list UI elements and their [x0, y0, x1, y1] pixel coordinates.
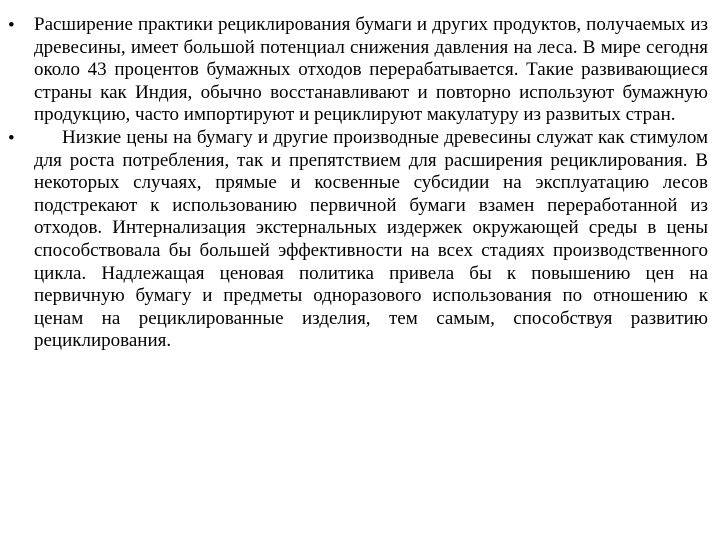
- bullet-marker: •: [8, 15, 15, 36]
- bullet-marker: •: [8, 127, 15, 149]
- bullet-text: Расширение практики рециклирования бумаги и других продуктов, получаемых из древесины, имеет большой потенциал снижения давления на леса. В мире сегодня около 43 процентов бумажных отходов перерабатывается. Такие развивающиеся страны как Индия, обычно восстанавливают и повторно используют бумажную продукцию, часто импортируют и рециклируют макулатуру из развитых стран.: [34, 14, 708, 126]
- bullet-item-paper-prices: [8, 127, 708, 353]
- bullet-list: [8, 14, 708, 353]
- bullet-item-recycling-potential: [8, 14, 708, 127]
- bullet-text: Низкие цены на бумагу и другие производные древесины служат как стимулом для роста потребления, так и препятствием для расширения рециклирования. В некоторых случаях, прямые и косвенные субсидии на эксплуатацию лесов подстрекают к использованию первичной бумаги взамен переработанной из отходов. Интернализация экстернальных издержек окружающей среды в цены способствовала бы большей эффективности на всех стадиях производственного цикла. Надлежащая ценовая политика привела бы к повышению цен на первичную бумагу и предметы одноразового использования по отношению к ценам на рециклированные изделия, тем самым, способствуя развитию рециклирования.: [34, 126, 708, 352]
